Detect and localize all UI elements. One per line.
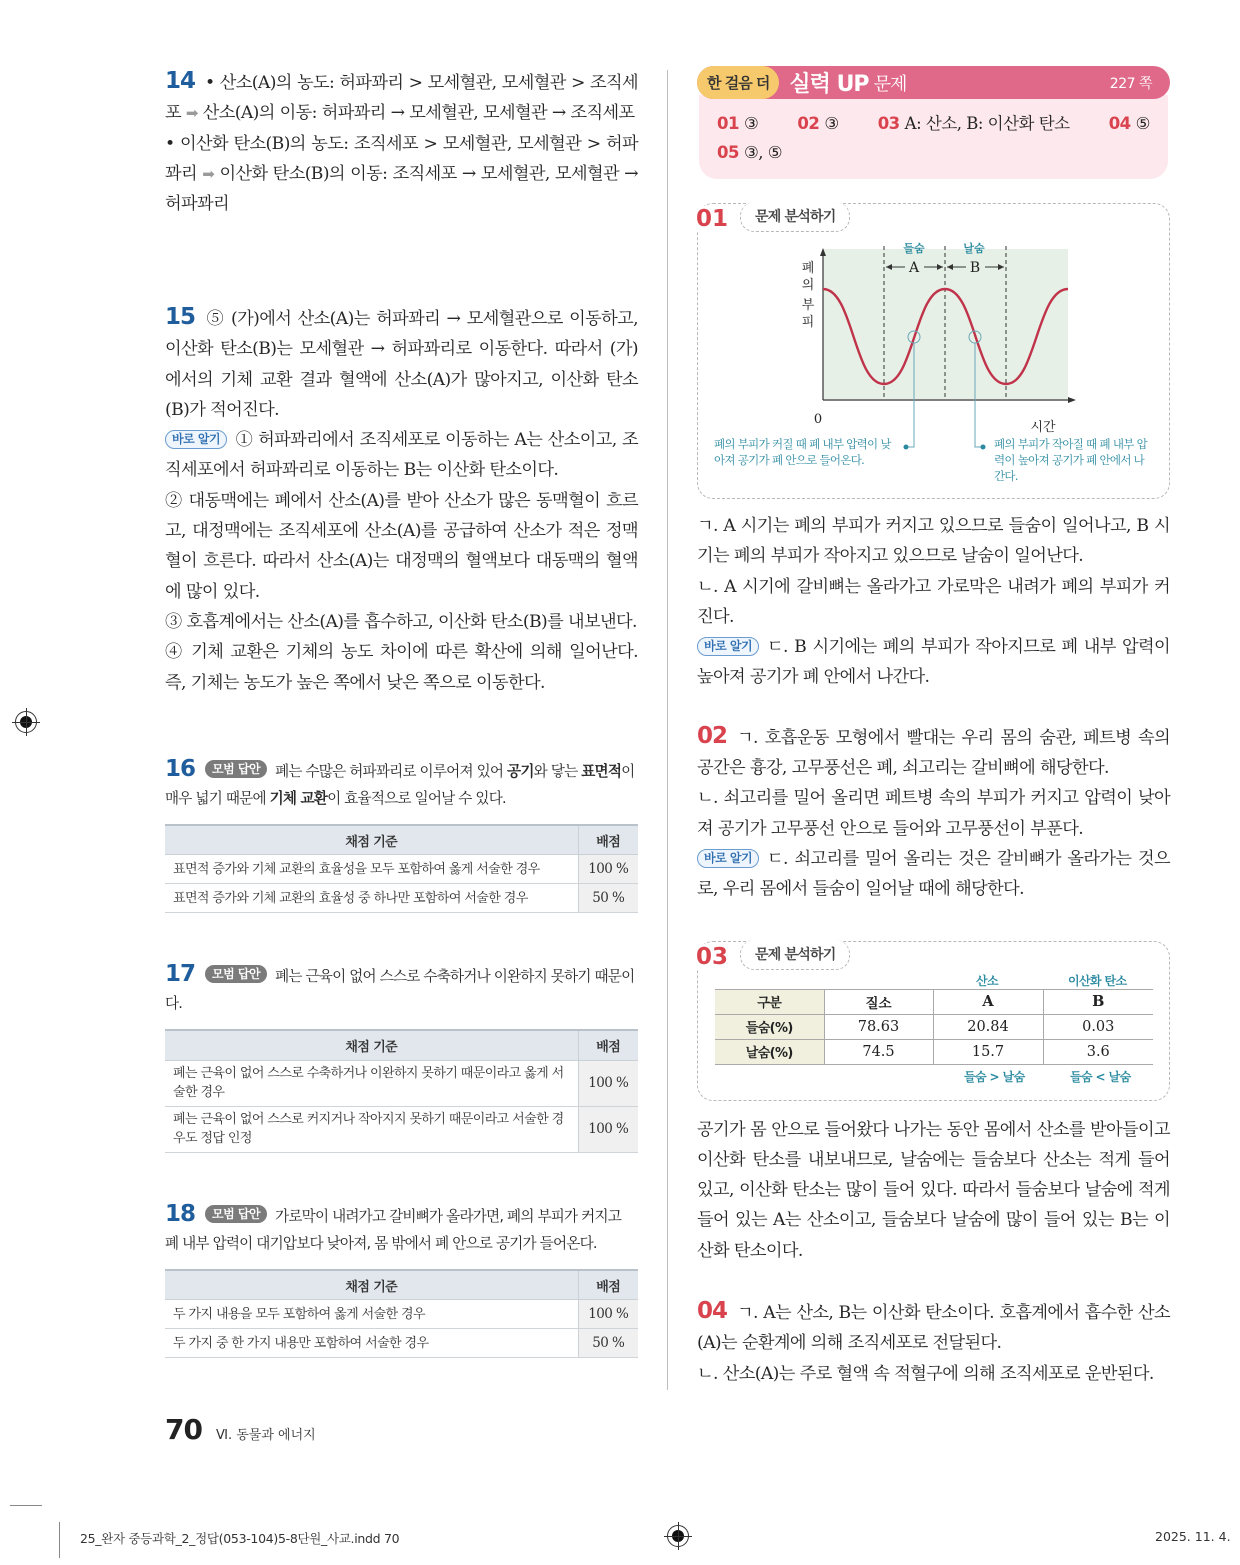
question-number: 01 xyxy=(696,206,734,232)
note-co2: 들숨 < 날숨 xyxy=(1070,1069,1131,1084)
question-01-explanation: ㄱ. A 시기는 폐의 부피가 커지고 있으므로 들숨이 일어나고, B 시기는 폐의 부피가 작아지고 있으므로 날숨이 일어난다. ㄴ. A 시기에 갈비뼈는 올라가고 가로막은 내려가 폐의 부피가 커진다. 바로 알기 ㄷ. B 시기에는 폐의 부피가 작아지므로 폐 내부 압력이 높아져 공기가 폐 안에서 나간다. xyxy=(697,516,1170,688)
quick-answer: 02 ③ xyxy=(797,114,839,133)
table-row: 표면적 증가와 기체 교환의 효율성 중 하나만 포함하여 서술한 경우 50 % xyxy=(165,884,638,913)
arrow-right-icon: ➡ xyxy=(202,164,215,183)
svg-text:부: 부 xyxy=(801,298,815,313)
table-row: 폐는 근육이 없어 스스로 수축하거나 이완하지 못하기 때문이라고 옳게 서술한 경우 100 % xyxy=(165,1060,638,1106)
crop-mark xyxy=(10,1505,42,1506)
svg-text:B: B xyxy=(969,260,981,276)
print-slug-date: 2025. 11. 4. xyxy=(1155,1529,1231,1544)
table-row: 폐는 근육이 없어 스스로 커지거나 작아지지 못하기 때문이라고 서술한 경우도 정답 인정 100 % xyxy=(165,1106,638,1152)
question-number: 04 xyxy=(697,1298,728,1325)
question-number: 15 xyxy=(165,304,196,330)
skill-up-banner xyxy=(697,66,1170,99)
quick-answers xyxy=(699,95,1168,179)
svg-text:폐: 폐 xyxy=(801,261,815,276)
baro-algi-badge: 바로 알기 xyxy=(697,849,759,868)
question-18: 18 모범 답안 가로막이 내려가고 갈비뼈가 올라가면, 폐의 부피가 커지고 폐 내부 압력이 대기압보다 낮아져, 몸 밖에서 폐 안으로 공기가 들어온다. 채점 기준 배점 두 가지 내용을 모두 포함하여 옳게 서술한 경우 100 % 두 가지 중 한 가지 내용만 포함하여 서술한 경우 50 % xyxy=(165,1201,638,1359)
registration-mark-icon xyxy=(15,711,37,733)
svg-text:A: A xyxy=(908,260,920,276)
svg-text:날숨: 날숨 xyxy=(963,242,985,255)
banner-page-ref: 227 쪽 xyxy=(1109,75,1152,92)
svg-text:피: 피 xyxy=(801,315,815,330)
model-answer-badge: 모범 답안 xyxy=(205,1205,267,1223)
svg-text:의: 의 xyxy=(801,278,815,293)
registration-mark-icon xyxy=(667,1525,689,1547)
banner-pill: 한 걸음 더 xyxy=(697,66,779,99)
arrow-right-icon: ➡ xyxy=(185,104,198,123)
question-number: 14 xyxy=(165,68,196,94)
gas-composition-table: 구분 질소 A B 들숨(%) 78.63 20.84 0.03 날숨(%) 74.5 15.7 3.6 xyxy=(715,989,1153,1065)
graph-caption-left: 폐의 부피가 커질 때 폐 내부 압력이 낮아져 공기가 폐 안으로 들어온다. xyxy=(714,437,891,467)
question-15: 15 ⑤ (가)에서 산소(A)는 허파꽈리 → 모세혈관으로 이동하고, 이산화 탄소(B)는 모세혈관 → 허파꽈리로 이동한다. 따라서 (가)에서의 기체 교환 결과 혈액에 산소(A)가 많아지고, 이산화 탄소(B)가 적어진다. 바로 알기 ① 허파꽈리에서 조직세포로 이동하는 A는 산소이고, 조직세포에서 허파꽈리로 이동하는 B는 이산화 탄소이다. ② 대동맥에는 폐에서 산소(A)를 받아 산소가 많은 동맥혈이 흐르고, 대정맥에는 조직세포에 산소(A)를 공급하여 산소가 적은 정맥혈이 흐른다. 따라서 산소(A)는 대정맥의 혈액보다 대동맥의 혈액에 많이 있다. ③ 호흡계에서는 산소(A)를 흡수하고, 이산화 탄소(B)를 내보낸다. ④ 기체 교환은 기체의 농도 차이에 따른 확산에 의해 일어난다. 즉, 기체는 농도가 높은 쪽에서 낮은 쪽으로 이동한다. xyxy=(165,304,638,693)
chapter-title: Ⅵ. 동물과 에너지 xyxy=(215,1428,316,1443)
table-row: 들숨(%) 78.63 20.84 0.03 xyxy=(715,1014,1153,1039)
question-17: 17 모범 답안 폐는 근육이 없어 스스로 수축하거나 이완하지 못하기 때문이다. 채점 기준 배점 폐는 근육이 없어 스스로 수축하거나 이완하지 못하기 때문이라고 옳게 서술한 경우 100 % 폐는 근육이 없어 스스로 커지거나 작아지지 못하기 때문이라고 서술한 경우도 정답 인정 100 % xyxy=(165,961,638,1153)
column-divider xyxy=(667,70,668,1390)
analysis-tag: 문제 분석하기 xyxy=(740,940,850,970)
question-number: 18 xyxy=(165,1200,196,1227)
svg-text:0: 0 xyxy=(813,412,823,427)
page-footer xyxy=(165,1413,316,1446)
question-03-explanation: 공기가 몸 안으로 들어왔다 나가는 동안 몸에서 산소를 받아들이고 이산화 탄소를 내보내므로, 날숨에는 들숨보다 산소는 적게 들어 있고, 이산화 탄소는 많이 들어 있다. 따라서 들숨보다 날숨에 적게 들어 있는 A는 산소이고, 들숨보다 날숨에 많이 들어 있는 B는 이산화 탄소이다. xyxy=(697,1119,1170,1261)
question-16: 16 모범 답안 폐는 수많은 허파꽈리로 이루어져 있어 공기와 닿는 표면적이 매우 넓기 때문에 기체 교환이 효율적으로 일어날 수 있다. 채점 기준 배점 표면적 증가와 기체 교환의 효율성을 모두 포함하여 옳게 서술한 경우 100 % 표면적 증가와 기체 교환의 효율성 중 하나만 포함하여 서술한 경우 50 % xyxy=(165,756,638,914)
table-row: 두 가지 내용을 모두 포함하여 옳게 서술한 경우 100 % xyxy=(165,1300,638,1329)
baro-algi-badge: 바로 알기 xyxy=(697,637,759,656)
svg-text:시간: 시간 xyxy=(1030,420,1056,435)
quick-answer: 03 A: 산소, B: 이산화 탄소 xyxy=(877,114,1070,133)
graph-caption-right: 폐의 부피가 작아질 때 폐 내부 압력이 높아져 공기가 폐 안에서 나간다. xyxy=(994,437,1148,483)
quick-answer: 01 ③ xyxy=(717,114,759,133)
question-02: 02 ㄱ. 호흡운동 모형에서 빨대는 우리 몸의 숨관, 페트병 속의 공간은 흉강, 고무풍선은 폐, 쇠고리는 갈비뼈에 해당한다. ㄴ. 쇠고리를 밀어 올리면 페트병 속의 부피가 커지고 압력이 낮아져 공기가 고무풍선 안으로 들어와 고무풍선이 부푼다. 바로 알기 ㄷ. 쇠고리를 밀어 올리는 것은 갈비뼈가 올라가는 것으로, 우리 몸에서 들숨이 일어날 때에 해당한다. xyxy=(697,722,1170,900)
model-answer-badge: 모범 답안 xyxy=(205,760,267,778)
banner-title: 실력 UP xyxy=(789,72,869,97)
baro-algi-badge: 바로 알기 xyxy=(165,430,227,449)
quick-answer: 05 ③, ⑤ xyxy=(717,143,783,162)
print-slug-file: 25_완자 중등과학_2_정답(053-104)5-8단원_사교.indd 70 xyxy=(80,1531,400,1546)
crop-mark xyxy=(59,1522,60,1558)
note-oxygen: 들숨 > 날숨 xyxy=(964,1069,1025,1084)
question-number: 03 xyxy=(696,944,734,970)
left-column xyxy=(165,66,638,1358)
svg-text:들숨: 들숨 xyxy=(903,242,925,255)
question-number: 02 xyxy=(697,722,728,749)
question-number: 16 xyxy=(165,755,196,782)
table-row: 두 가지 중 한 가지 내용만 포함하여 서술한 경우 50 % xyxy=(165,1329,638,1358)
right-column xyxy=(697,66,1170,1389)
question-01-analysis xyxy=(697,203,1170,499)
grading-table: 채점 기준 배점 폐는 근육이 없어 스스로 수축하거나 이완하지 못하기 때문이라고 옳게 서술한 경우 100 % 폐는 근육이 없어 스스로 커지거나 작아지지 못하기 때문이라고 서술한 경우도 정답 인정 100 % xyxy=(165,1029,638,1153)
grading-table: 채점 기준 배점 표면적 증가와 기체 교환의 효율성을 모두 포함하여 옳게 서술한 경우 100 % 표면적 증가와 기체 교환의 효율성 중 하나만 포함하여 서술한 경우 50 % xyxy=(165,824,638,914)
label-oxygen: 산소 xyxy=(976,973,998,988)
model-answer-badge: 모범 답안 xyxy=(205,965,267,983)
question-03-analysis xyxy=(697,941,1170,1101)
banner-subtitle: 문제 xyxy=(873,73,907,95)
question-number: 17 xyxy=(165,961,196,988)
question-14: 14 • 산소(A)의 농도: 허파꽈리 > 모세혈관, 모세혈관 > 조직세포 ➡ 산소(A)의 이동: 허파꽈리 → 모세혈관, 모세혈관 → 조직세포 • 이산화 탄소(B)의 농도: 조직세포 > 모세혈관, 모세혈관 > 허파꽈리 ➡ 이산화 탄소(B)의 이동: 조직세포 → 모세혈관, 모세혈관 → 허파꽈리 xyxy=(165,68,638,215)
analysis-tag: 문제 분석하기 xyxy=(740,202,850,232)
page-number: 70 xyxy=(165,1413,202,1446)
label-co2: 이산화 탄소 xyxy=(1068,973,1127,988)
question-04: 04 ㄱ. A는 산소, B는 이산화 탄소이다. 호흡계에서 흡수한 산소(A)는 순환계에 의해 조직세포로 전달된다. ㄴ. 산소(A)는 주로 혈액 속 적혈구에 의해 조직세포로 운반된다. xyxy=(697,1298,1170,1384)
grading-table: 채점 기준 배점 두 가지 내용을 모두 포함하여 옳게 서술한 경우 100 % 두 가지 중 한 가지 내용만 포함하여 서술한 경우 50 % xyxy=(165,1269,638,1359)
quick-answer: 04 ⑤ xyxy=(1108,114,1150,133)
table-row: 날숨(%) 74.5 15.7 3.6 xyxy=(715,1039,1153,1064)
table-row: 표면적 증가와 기체 교환의 효율성을 모두 포함하여 옳게 서술한 경우 100 % xyxy=(165,855,638,884)
